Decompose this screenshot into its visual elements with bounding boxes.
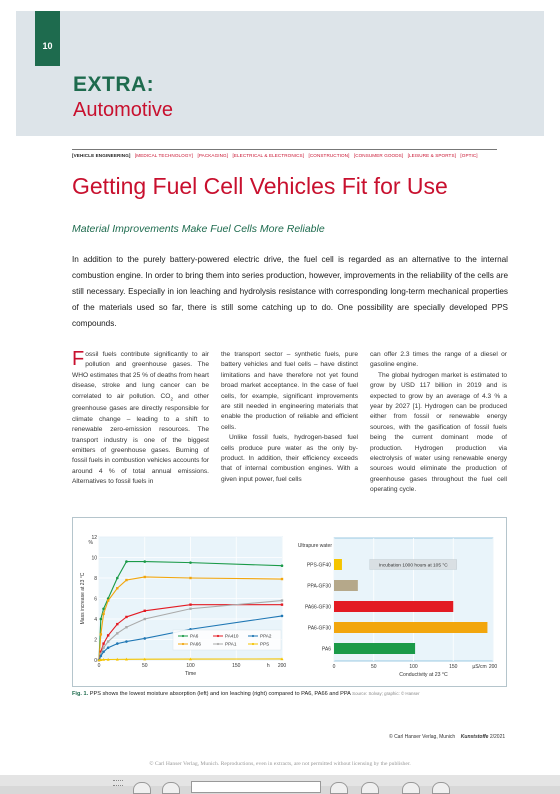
line-point-pa66 (125, 579, 127, 581)
figure-caption (72, 691, 512, 697)
last-page-button[interactable] (361, 782, 379, 794)
line-point-ppa2 (125, 640, 128, 643)
line-point-pa66 (189, 577, 191, 579)
legend-marker-ppa1 (217, 643, 219, 645)
legend-marker-pa410 (217, 635, 219, 637)
legend-marker-ppa2 (252, 635, 254, 637)
tag-electrical-electronics: [ELECTRICAL & ELECTRONICS] (232, 153, 305, 158)
tag-consumer-goods: [CONSUMER GOODS] (353, 153, 404, 158)
bar-x-unit: µS/cm (472, 664, 487, 670)
line-point-pa6 (125, 560, 128, 563)
tag-vehicle-engineering: [VEHICLE ENGINEERING] (72, 153, 131, 158)
bar-category-label: PA66-GF30 (304, 604, 331, 611)
line-point-pa410 (125, 616, 127, 618)
bar-chart-title: Ultrapure water (297, 543, 332, 549)
bar-category-label: PPA-GF30 (307, 583, 331, 590)
article-subtitle: Material Improvements Make Fuel Cells More Reliable (72, 223, 325, 235)
col1-subscript: 2 (170, 395, 173, 401)
body-column-1 (72, 350, 209, 488)
bar-pa66-gf30 (334, 601, 453, 612)
line-point-pa66 (100, 633, 102, 635)
tag-medical-technology: [MEDICAL TECHNOLOGY] (134, 153, 194, 158)
col2-paragraph-1: the transport sector – synthetic fuels, pure battery vehicles and fuel cells – have distinct limitations and have therefore not yet found broad market acceptance. In the case of fuel cells, for example, significant improvements are still needed in engineering materials that enable the production of reliable and efficient cells. (221, 351, 358, 431)
bar-pa6-gf30 (334, 622, 487, 633)
legend-label-pa66: PA66 (190, 641, 201, 647)
line-point-pa6 (189, 561, 192, 564)
line-x-tick-label: 200 (277, 663, 287, 669)
next-page-button[interactable] (330, 782, 348, 794)
line-point-ppa1 (102, 647, 104, 649)
line-point-pa66 (107, 599, 109, 601)
line-point-ppa1 (107, 640, 109, 642)
page-number: 10 (35, 11, 60, 66)
line-point-pa410 (116, 623, 118, 625)
page-input[interactable] (191, 781, 321, 793)
legend-label-ppa2: PPA2 (260, 633, 272, 639)
body-column-2 (221, 350, 358, 485)
subsection-label: Automotive (73, 99, 174, 121)
caption-text: PPS shows the lowest moisture absorption (left) and ion leaching (right) compared to PA6, PA66 and PPA (88, 691, 351, 697)
first-page-button[interactable] (133, 782, 151, 794)
line-point-pa66 (281, 578, 283, 580)
line-point-ppa2 (100, 655, 103, 658)
body-column-3 (370, 350, 507, 496)
drop-cap: F (72, 348, 85, 370)
legend-marker-pps (252, 643, 254, 645)
line-point-pa6 (116, 577, 119, 580)
zoom-in-button[interactable] (432, 782, 450, 794)
col2-paragraph-2: Unlike fossil fuels, hydrogen-based fuel cells produce pure water as the only by-product. In addition, their efficiency exceeds that of internal combustion engines. With a given input power, fuel cells (221, 434, 358, 483)
line-point-ppa1 (125, 626, 127, 628)
line-y-unit: % (88, 540, 93, 546)
caption-source: Source: Solvay; graphic: © Hanser (352, 691, 420, 696)
bar-pps-gf40 (334, 559, 342, 570)
line-point-ppa2 (102, 651, 105, 654)
legend-label-pps: PPS (260, 641, 270, 647)
line-y-tick-label: 10 (91, 555, 97, 562)
line-y-tick-label: 4 (94, 617, 97, 623)
magazine-name: Kunststoffe (460, 734, 489, 740)
col1-text-a: ossil fuels contribute significantly to air pollution and greenhouse gases. The WHO estimates that 25 % of deaths from heart disease, stroke and lung cancer can be correlated to air pollution. CO (72, 351, 209, 400)
line-y-tick-label: 12 (91, 535, 97, 541)
bar-annotation: Incubation 1000 hours at 105 °C (378, 563, 448, 569)
toolbar-grip-icon[interactable] (113, 780, 123, 786)
legend-label-pa6: PA6 (190, 633, 199, 639)
line-point-pa6 (281, 564, 284, 567)
article-title: Getting Fuel Cell Vehicles Fit for Use (72, 173, 448, 199)
tag-optic: [OPTIC] (460, 153, 478, 158)
col3-paragraph-1: can offer 2.3 times the range of a diesel or gasoline engine. (370, 351, 507, 369)
line-point-ppa2 (143, 637, 146, 640)
line-point-pa410 (189, 603, 191, 605)
page-footer: © Carl Hanser Verlag, Munich. Reproductions, even in extracts, are not permitted without licensing by the publisher. (149, 761, 411, 767)
line-point-ppa1 (189, 608, 191, 610)
caption-label: Fig. 1. (72, 691, 89, 697)
line-point-pa6 (143, 560, 146, 563)
bar-ppa-gf30 (334, 580, 358, 591)
previous-page-button[interactable] (162, 782, 180, 794)
line-x-unit: h (266, 663, 270, 669)
line-x-tick-label: 150 (232, 663, 241, 669)
line-point-ppa2 (116, 642, 119, 645)
magazine-issue: 2/2021 (489, 734, 506, 740)
line-point-ppa2 (281, 615, 284, 618)
line-x-axis-label: Time (184, 671, 197, 677)
line-point-pa66 (116, 587, 118, 589)
line-point-pa410 (102, 642, 104, 644)
legend-label-ppa1: PPA1 (225, 641, 237, 647)
viewer-toolbar (0, 775, 560, 786)
legend-label-pa410: PA410 (225, 633, 239, 639)
tag-leisure-sports: [LEISURE & SPORTS] (407, 153, 456, 158)
bar-category-label: PA6-GF30 (307, 625, 331, 632)
article-lead: In addition to the purely battery-powered electric drive, the fuel cell is regarded as an alternative to the internal combustion engine. In order to bring them into series production, however, improvements in the reliability of the cells are still necessary. Especially in ion leaching and hydrolysis resistance with corresponding long-term mechanical properties of the materials used so far, there is still some catching up to do. One possibility are specially developed PPS compounds. (72, 255, 508, 328)
line-point-pa410 (144, 610, 146, 612)
line-point-ppa1 (144, 618, 146, 620)
line-point-ppa1 (116, 632, 118, 634)
line-point-ppa2 (107, 646, 110, 649)
header-rule (72, 149, 497, 150)
copyright-line (389, 734, 505, 740)
bar-category-label: PPS-GF40 (306, 562, 331, 569)
tag-construction: [CONSTRUCTION] (308, 153, 350, 158)
figure-box (72, 517, 507, 687)
bar-x-axis-label: Conductivity at 23 °C (399, 672, 448, 678)
line-point-pa66 (102, 613, 104, 615)
zoom-out-button[interactable] (402, 782, 420, 794)
bar-x-tick-label: 50 (370, 664, 377, 670)
line-x-tick-label: 0 (97, 663, 101, 669)
line-point-pa66 (144, 576, 146, 578)
line-x-tick-label: 50 (141, 663, 148, 669)
line-y-axis-label: Mass increase at 23 °C (80, 572, 86, 625)
col1-text-b: and other greenhouse gases are directly responsible for climate change – leading to a shift to renewable zero-emission resources. The transport industry is one of the biggest emitters of greenhouse gases. Burning of fossil fuels in combustion vehicles accounts for around 4 % of total annual emissions. Alternatives to fossil fuels in (72, 392, 210, 486)
bar-category-label: PA6 (321, 646, 331, 653)
bar-x-tick-label: 150 (449, 664, 458, 670)
line-y-tick-label: 2 (94, 637, 97, 644)
col3-paragraph-2: The global hydrogen market is estimated to grow by USD 117 billion in 2019 and is expected to grow by an average of 4.3 % a year by 2027 [1]. Hydrogen can be produced either from fossil or renewable energy sources, with the gasification of fossil fuels being the current dominant mode of production. Hydrogen production via electrolysis of water using renewable energy sources would eliminate the production of greenhouse gases throughout the fuel cell operating cycle. (370, 371, 507, 494)
category-tags (72, 153, 512, 158)
line-y-tick-label: 8 (94, 576, 97, 582)
line-x-tick-label: 100 (186, 663, 195, 669)
line-point-pa410 (281, 603, 283, 605)
line-point-ppa1 (281, 599, 283, 601)
copyright-text: © Carl Hanser Verlag, Munich (389, 734, 456, 740)
line-point-pa6 (100, 618, 103, 621)
bar-x-tick-label: 100 (409, 664, 418, 670)
section-label: EXTRA: (73, 73, 155, 96)
line-point-pa410 (107, 634, 109, 636)
bar-x-tick-label: 200 (488, 664, 498, 670)
bar-x-tick-label: 0 (332, 664, 336, 670)
tag-packaging: [PACKAGING] (197, 153, 229, 158)
legend-marker-pa66 (182, 643, 184, 645)
figure-charts (73, 518, 506, 686)
bar-pa6 (334, 643, 415, 654)
line-y-tick-label: 0 (94, 658, 97, 664)
line-y-tick-label: 6 (94, 596, 97, 603)
legend-marker-pa6 (182, 635, 184, 637)
